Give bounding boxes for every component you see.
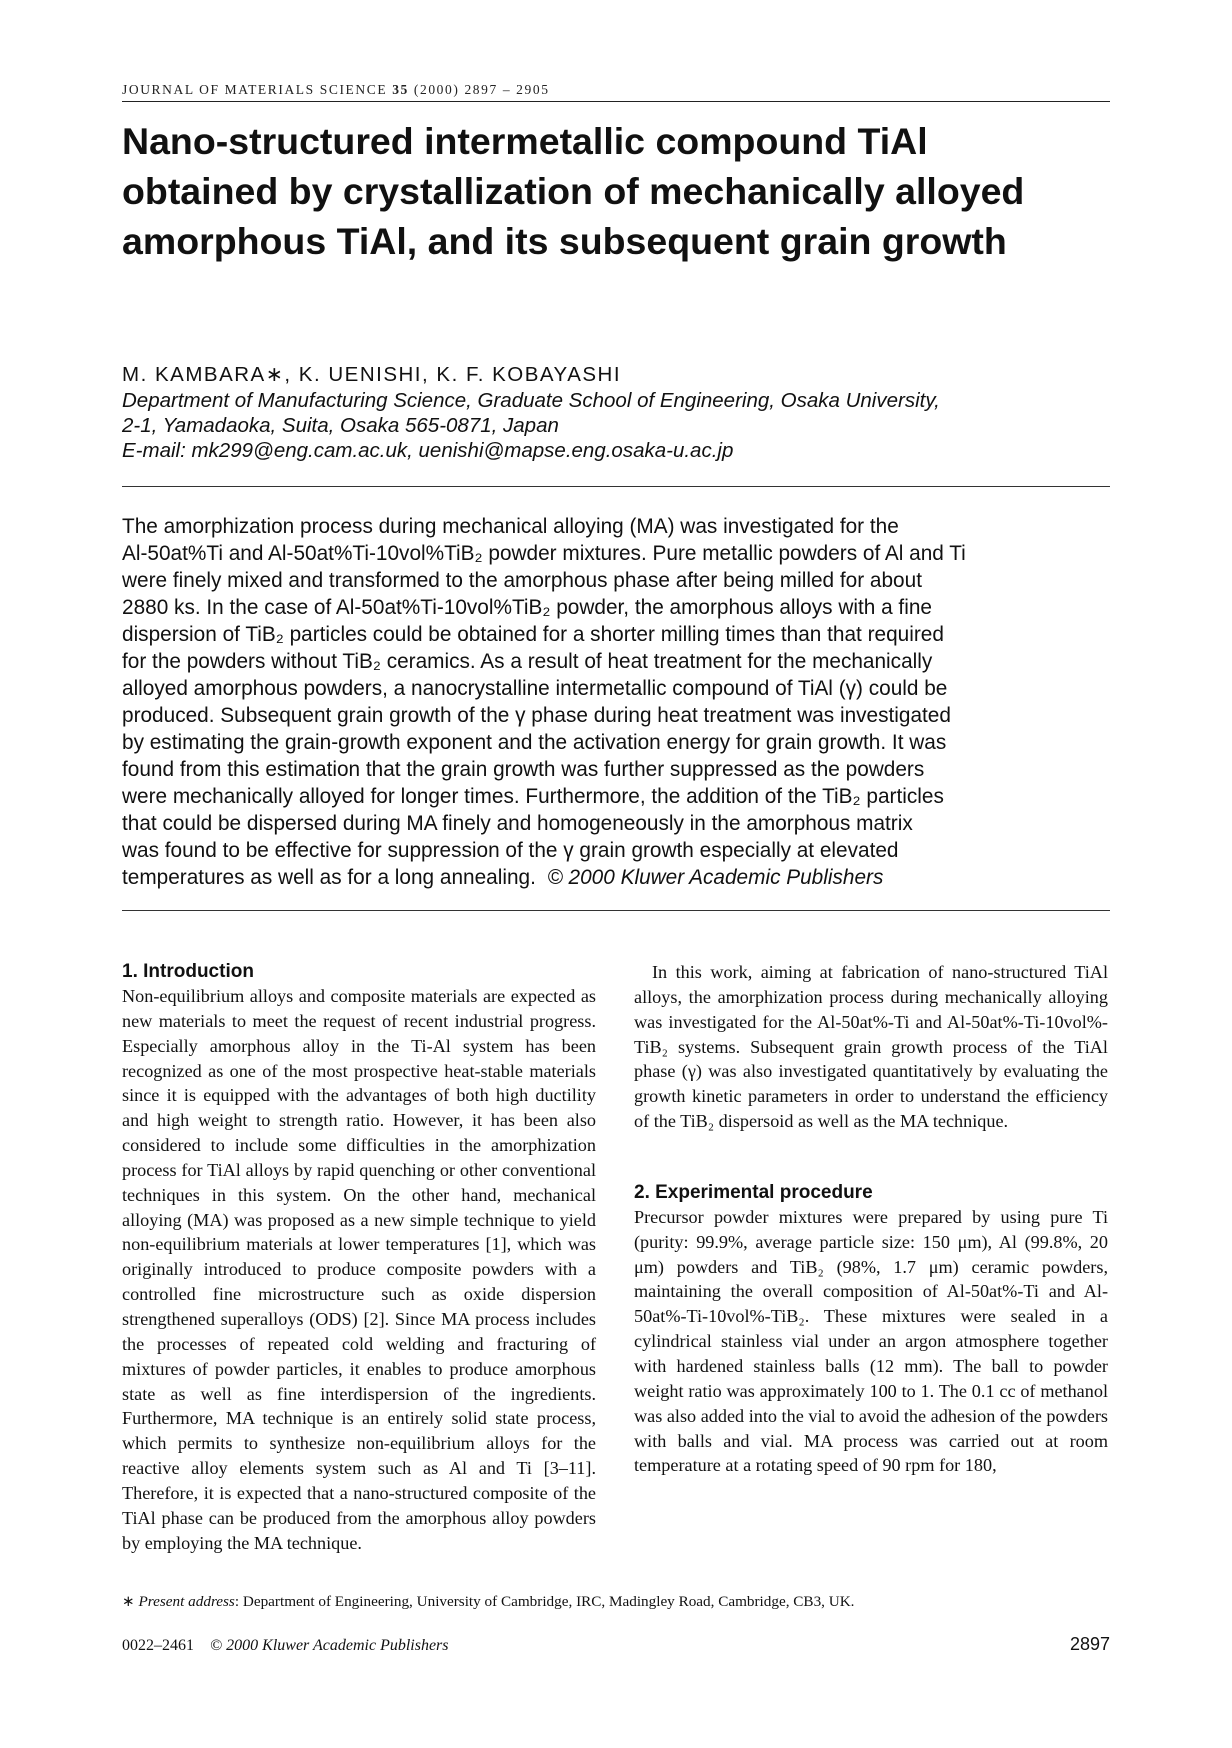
journal-year-pages: (2000) 2897 – 2905 — [413, 82, 550, 97]
issn: 0022–2461 — [122, 1637, 194, 1654]
divider-top — [122, 486, 1110, 487]
abstract-line: by estimating the grain-growth exponent and the activation energy for grain growth. It was — [122, 731, 947, 754]
abstract-line: were mechanically alloyed for longer times. Furthermore, the addition of the TiB₂ particles — [122, 785, 944, 808]
abstract-line: temperatures as well as for a long annealing. — [122, 866, 536, 889]
intro-paragraph: Non-equilibrium alloys and composite materials are expected as new materials to meet the request of recent industrial progress. Especially amorphous alloy in the Ti-Al system has been recognized as one of the most prospective heat-stable materials since it is equipped with the advantages of both high ductility and high weight to strength ratio. However, it has been also considered to include some difficulties in the amorphization process for TiAl alloys by rapid quenching or other conventional techniques in this system. On the other hand, mechanical alloying (MA) was proposed as a new simple technique to yield non-equilibrium materials at lower temperatures [1], which was originally introduced to produce composite powders with a controlled fine microstructure such as oxide dispersion strengthened superalloys (ODS) [2]. Since MA process includes the processes of repeated cold welding and fracturing of mixtures of powder particles, it enables to produce amorphous state as well as fine interdispersion of the ingredients. Furthermore, MA technique is an entirely solid state process, which permits to synthesize non-equilibrium alloys for the reactive alloy elements system such as Al and Ti [3–11]. Therefore, it is expected that a nano-structured composite of the TiAl phase can be produced from the amorphous alloy powders by employing the MA technique. — [122, 986, 596, 1553]
footnote-label: Present address — [138, 1593, 235, 1610]
abstract-line: Al-50at%Ti and Al-50at%Ti-10vol%TiB₂ powder mixtures. Pure metallic powders of Al and Ti — [122, 542, 966, 565]
affiliation-address: 2-1, Yamadaoka, Suita, Osaka 565-0871, Japan — [122, 414, 559, 437]
abstract-line: produced. Subsequent grain growth of the γ phase during heat treatment was investigated — [122, 704, 951, 727]
left-column — [122, 960, 596, 1555]
affiliation-block — [122, 388, 1122, 463]
experimental-paragraph: Precursor powder mixtures were prepared by using pure Ti (purity: 99.9%, average particle size: 150 μm), Al (99.8%, 20 μm) powders and TiB₂ (98%, 1.7 μm) ceramic powders, maintaining the overall composition of Al-50at%-Ti and Al-50at%-Ti-10vol%-TiB₂. These mixtures were sealed in a cylindrical stainless vial under an argon atmosphere together with hardened stainless balls (12 mm). The ball to powder weight ratio was approximately 100 to 1. The 0.1 cc of methanol was also added into the vial to avoid the adhesion of the powders with balls and vial. MA process was carried out at room temperature at a rotating speed of 90 rpm for 180, — [634, 1206, 1108, 1476]
abstract-line: that could be dispersed during MA finely and homogeneously in the amorphous matrix — [122, 812, 913, 835]
running-head — [122, 82, 1110, 102]
abstract-last-line — [122, 864, 1112, 891]
abstract-line: alloyed amorphous powders, a nanocrystalline intermetallic compound of TiAl (γ) could be — [122, 677, 948, 700]
footnote — [122, 1592, 1110, 1611]
section-heading-introduction: 1. Introduction — [122, 961, 254, 982]
journal-volume: 35 — [392, 82, 409, 97]
divider-bottom — [122, 910, 1110, 911]
paper-title: Nano-structured intermetallic compound TiAl obtained by crystallization of mechanically alloyed amorphous TiAl, and its subsequent grain growth — [122, 120, 1025, 262]
abstract-line: 2880 ks. In the case of Al-50at%Ti-10vol%TiB₂ powder, the amorphous alloys with a fine — [122, 596, 932, 619]
journal-name: JOURNAL OF MATERIALS SCIENCE — [122, 82, 388, 97]
abstract-line: was found to be effective for suppression of the γ grain growth especially at elevated — [122, 839, 899, 862]
intro-paragraph-2: In this work, aiming at fabrication of nano-structured TiAl alloys, the amorphization process during mechanically alloying was investigated for the Al-50at%-Ti and Al-50at%-Ti-10vol%-TiB₂ systems. Subsequent grain growth process of the TiAl phase (γ) was also investigated quantitatively by evaluating the growth kinetic parameters in order to understand the efficiency of the TiB₂ dispersoid as well as the MA technique. — [634, 962, 1108, 1132]
footer-copyright: © 2000 Kluwer Academic Publishers — [210, 1637, 449, 1654]
abstract-line: dispersion of TiB₂ particles could be obtained for a shorter milling times than that required — [122, 623, 944, 646]
abstract-line: The amorphization process during mechanical alloying (MA) was investigated for the — [122, 515, 899, 538]
abstract-line: found from this estimation that the grain growth was further suppressed as the powders — [122, 758, 925, 781]
author-list: M. KAMBARA∗, K. UENISHI, K. F. KOBAYASHI — [122, 363, 622, 386]
page-number: 2897 — [1069, 1634, 1110, 1654]
right-column — [634, 960, 1108, 1478]
abstract-line: were finely mixed and transformed to the amorphous phase after being milled for about — [122, 569, 922, 592]
affiliation-line: Department of Manufacturing Science, Graduate School of Engineering, Osaka University, — [122, 389, 940, 412]
author-emails: E-mail: mk299@eng.cam.ac.uk, uenishi@mapse.eng.osaka-u.ac.jp — [122, 439, 734, 462]
section-heading-experimental: 2. Experimental procedure — [634, 1181, 873, 1203]
section-gap — [634, 1134, 1108, 1181]
footnote-marker: ∗ — [122, 1593, 135, 1610]
abstract-copyright: © 2000 Kluwer Academic Publishers — [547, 866, 884, 889]
footer-left — [122, 1637, 449, 1655]
abstract-line: for the powders without TiB₂ ceramics. As a result of heat treatment for the mechanically — [122, 650, 933, 673]
abstract — [122, 513, 1112, 891]
footnote-text: : Department of Engineering, University of Cambridge, IRC, Madingley Road, Cambridge, CB3, UK. — [234, 1593, 855, 1610]
